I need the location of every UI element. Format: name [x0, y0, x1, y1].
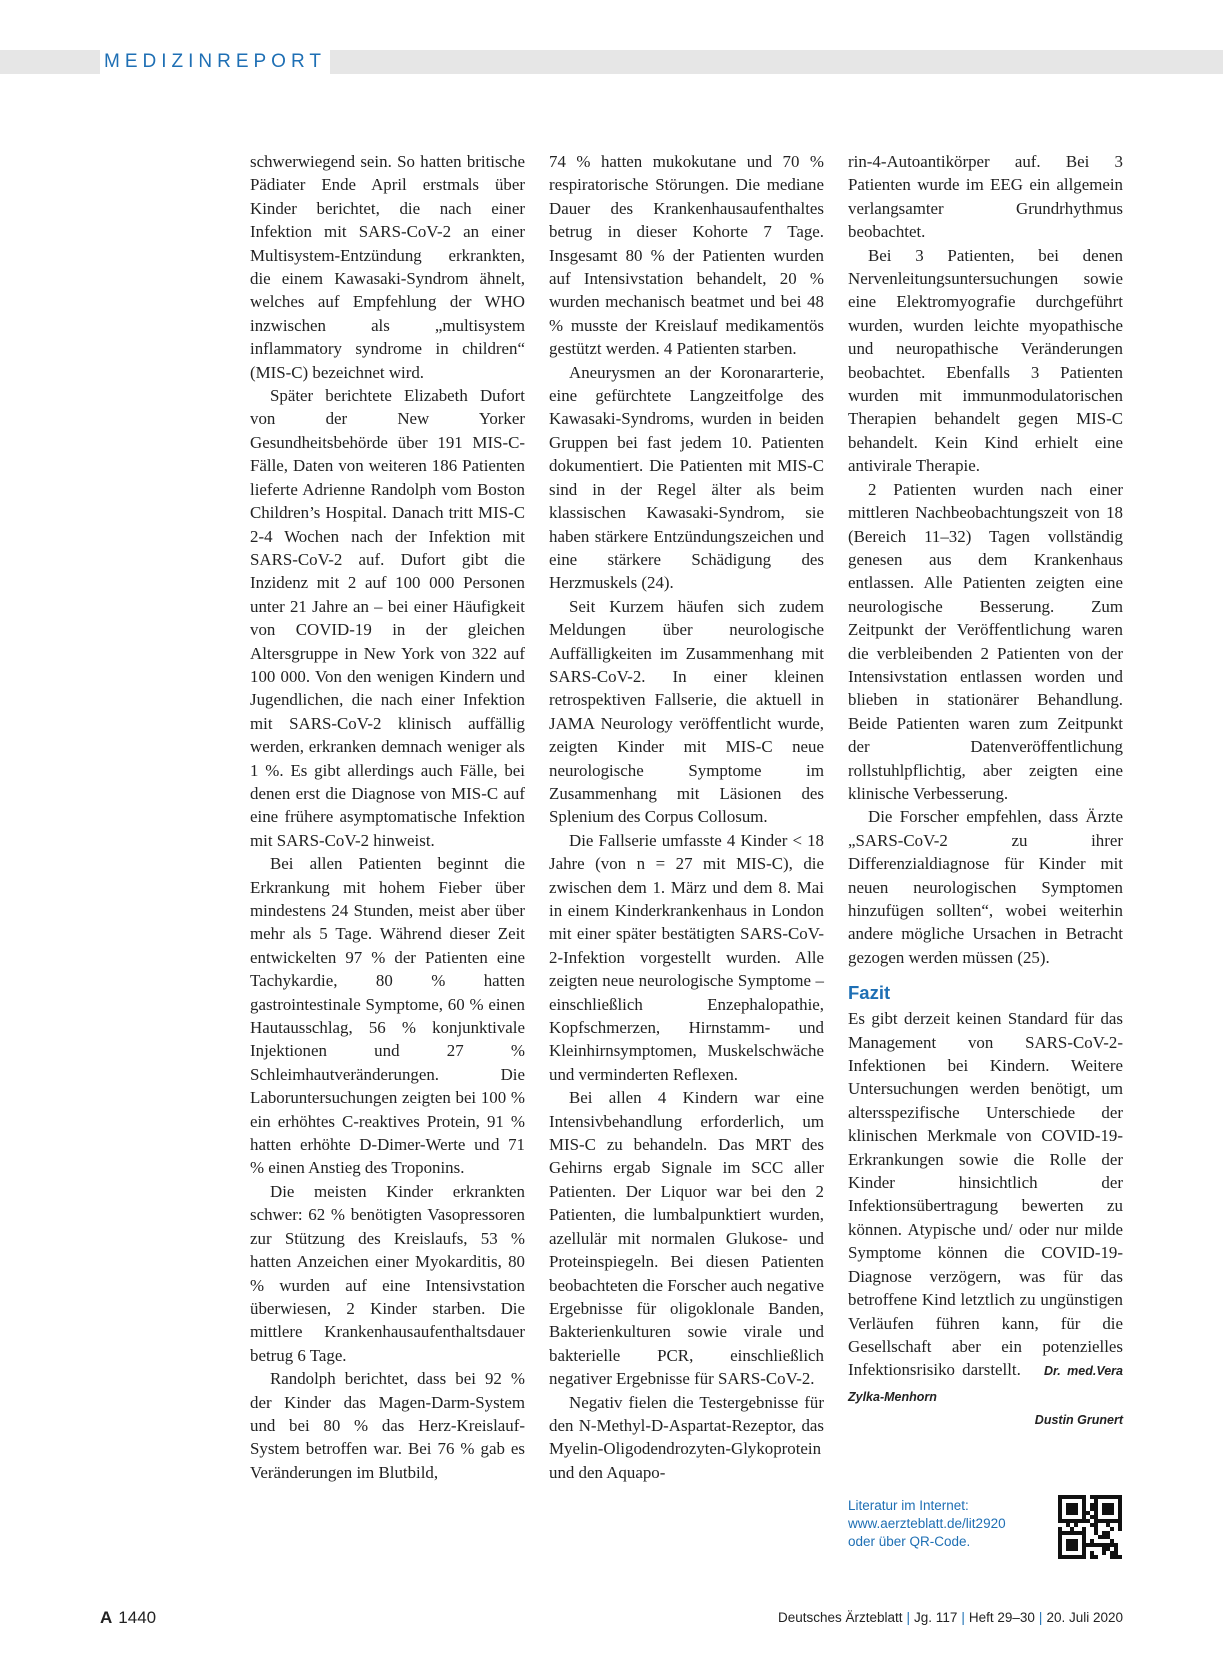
literature-label: Literatur im Internet: — [848, 1498, 969, 1513]
paragraph: schwerwiegend sein. So hatten britische Pädiater Ende April erstmals über Kinder berichtet, die nach einer Infektion mit SARS-CoV-2 an einer Multisystem-Entzündung erkrankten, die einem Kawasaki-Syndrom ähnelt, welches auf Empfehlung der WHO inzwischen als „multisystem inflammatory syndrome in children“ (MIS-C) bezeichnet wird. — [250, 152, 525, 382]
paragraph: Seit Kurzem häufen sich zudem Meldungen über neurologische Auffälligkeiten im Zusammenhang mit SARS-CoV-2. In einer kleinen retrospektiven Fallserie, die aktuell in JAMA Neurology veröffentlicht wurde, zeigten Kinder mit MIS-C neue neurologische Symptome im Zusammenhang mit Läsionen des Splenium des Corpus Collosum. — [549, 596, 824, 827]
text-column-1 — [250, 150, 525, 1484]
paragraph — [848, 1007, 1123, 1432]
paragraph: Bei allen 4 Kindern war eine Intensivbehandlung erforderlich, um MIS-C zu behandeln. Das MRT des Gehirns ergab Signale im SCC aller Patienten. Der Liquor war bei den 2 Patienten, die lumbalpunktiert wurden, azellulär mit normalen Glukose- und Proteinspiegeln. Bei diesen Patienten beobachteten die Forscher auch negative Ergebnisse für oligoklonale Banden, Bakterienkulturen sowie virale und bakterielle PCR, einschließlich negativer Ergebnisse für SARS-CoV-2. — [549, 1088, 824, 1389]
literature-note — [848, 1497, 1028, 1551]
page-prefix: A — [100, 1608, 113, 1627]
paragraph: Die Forscher empfehlen, dass Ärzte „SARS-CoV-2 zu ihrer Differenzialdiagnose für Kinder mit neuen neurologischen Symptomen hinzufügen sollten“, wobei weiterhin andere mögliche Ursachen in Betracht gezogen werden müssen (25). — [848, 807, 1123, 967]
qr-code-icon[interactable] — [1058, 1495, 1122, 1559]
paragraph: Die meisten Kinder erkrankten schwer: 62 % benötigten Vasopressoren zur Stützung des Kreislaufs, 53 % hatten Anzeichen einer Myokarditis, 80 % wurden auf eine Intensivstation überwiesen, 2 Kinder starben. Die mittlere Krankenhausaufenthaltsdauer betrug 6 Tage. — [250, 1181, 525, 1365]
paragraph: 2 Patienten wurden nach einer mittleren Nachbeobachtungszeit von 18 (Bereich 11–32) Tagen vollständig genesen aus dem Krankenhaus entlassen. Alle Patienten zeigten eine neurologische Besserung. Zum Zeitpunkt der Veröffentlichung waren die verbleibenden 2 Patienten von der Intensivstation entlassen worden und blieben in stationärer Behandlung. Beide Patienten waren zum Zeitpunkt der Datenveröffentlichung rollstuhlpflichtig, aber zeigten eine klinische Verbesserung. — [848, 479, 1123, 803]
paragraph: Bei allen Patienten beginnt die Erkrankung mit hohem Fieber über mindestens 24 Stunden, meist aber über mehr als 5 Tage. Während dieser Zeit entwickelten 97 % der Patienten eine Tachykardie, 80 % hatten gastrointestinale Symptome, 60 % einen Hautausschlag, 56 % konjunktivale Injektionen und 27 % Schleimhautveränderungen. Die Laboruntersuchungen zeigten bei 100 % ein erhöhtes C-reaktives Protein, 91 % hatten erhöhte D-Dimer-Werte und 71 % einen Anstieg des Troponins. — [250, 854, 525, 1178]
text-column-3 — [848, 150, 1123, 1433]
text-column-2 — [549, 150, 824, 1484]
paragraph: Bei 3 Patienten, bei denen Nervenleitungsuntersuchungen sowie eine Elektromyografie durchgeführt wurden, wurden leichte myopathische und neuropathische Veränderungen beobachtet. Ebenfalls 3 Patienten wurden mit immunmodulatorischen Therapien behandelt gegen MIS-C behandelt. Kein Kind erhielt eine antivirale Therapie. — [848, 245, 1123, 476]
literature-qr-hint: oder über QR-Code. — [848, 1534, 971, 1549]
section-heading: Fazit — [848, 982, 891, 1004]
paragraph: 74 % hatten mukokutane und 70 % respiratorische Störungen. Die mediane Dauer des Krankenhausaufenthaltes betrug in dieser Kohorte 7 Tage. Insgesamt 80 % der Patienten wurden auf Intensivstation behandelt, 20 % wurden mechanisch beatmet und bei 48 % musste der Kreislauf medikamentös gestützt werden. 4 Patienten starben. — [549, 152, 824, 359]
paragraph: Randolph berichtet, dass bei 92 % der Kinder das Magen-Darm-System und bei 80 % das Herz-Kreislauf-System betroffen war. Bei 76 % gab es Veränderungen im Blutbild, — [250, 1369, 525, 1482]
author-name: Dr. med.Vera Zylka-Menhorn — [848, 1364, 1123, 1404]
section-label: MEDIZINREPORT — [100, 50, 330, 74]
paragraph: Die Fallserie umfasste 4 Kinder < 18 Jahre (von n = 27 mit MIS-C), die zwischen dem 1. März und dem 8. Mai in einem Kinderkrankenhaus in London mit einer später bestätigten SARS-CoV-2-Infektion vorgestellt wurden. Alle zeigten neue neurologische Symptome – einschließlich Enzephalopathie, Kopfschmerzen, Hirnstamm- und Kleinhirnsymptomen, Muskelschwäche und verminderten Reflexen. — [549, 830, 824, 1084]
paragraph: Aneurysmen an der Koronararterie, eine gefürchtete Langzeitfolge des Kawasaki-Syndroms, wurden in beiden Gruppen bei fast jedem 10. Patienten dokumentiert. Die Patienten mit MIS-C sind in der Regel älter als beim klassischen Kawasaki-Syndrom, sie haben stärkere Entzündungszeichen und eine stärkere Schädigung des Herzmuskels (24). — [549, 362, 824, 593]
journal-date: 20. Juli 2020 — [1046, 1610, 1123, 1625]
page-number-value: 1440 — [118, 1608, 157, 1627]
page-number — [100, 1608, 156, 1628]
separator: | — [906, 1610, 911, 1625]
paragraph: Später berichtete Elizabeth Dufort von der New Yorker Gesundheitsbehörde über 191 MIS-C-Fälle, Daten von weiteren 186 Patienten lieferte Adrienne Randolph vom Boston Children’s Hospital. Danach tritt MIS-C 2-4 Wochen nach der Infektion mit SARS-CoV-2 auf. Dufort gibt die Inzidenz mit 2 auf 100 000 Personen unter 21 Jahre an – bei einer Häufigkeit von COVID-19 in der gleichen Altersgruppe in New York von 322 auf 100 000. Von den wenigen Kindern und Jugendlichen, die nach einer Infektion mit SARS-CoV-2 klinisch auffällig werden, erkranken demnach weniger als 1 %. Es gibt allerdings auch Fälle, bei denen erst die Diagnose von MIS-C auf eine frühere asymptomatische Infektion mit SARS-CoV-2 hinweist. — [250, 386, 525, 850]
journal-info — [778, 1610, 1123, 1625]
journal-issue: Heft 29–30 — [968, 1610, 1035, 1625]
conclusion-text: Es gibt derzeit keinen Standard für das Management von SARS-CoV-2-Infektionen bei Kindern. Weitere Untersuchungen werden benötigt, um altersspezifische Unterschiede der klinischen Merkmale von COVID-19-Erkrankungen sowie die Rolle der Kinder hinsichtlich der Infektionsübertragung bewerten zu können. Atypische und/ oder nur milde Symptome können die COVID-19-Diagnose verzögern, was für das betroffene Kind letztlich zu ungünstigen Verläufen führen kann, für die Gesellschaft aber ein potenzielles Infektionsrisiko darstellt. — [848, 1009, 1123, 1380]
paragraph: rin-4-Autoantikörper auf. Bei 3 Patienten wurde im EEG ein allgemein verlangsamter Grundrhythmus beobachtet. — [848, 152, 1123, 242]
literature-link[interactable]: www.aerzteblatt.de/lit2920 — [848, 1516, 1006, 1531]
paragraph: Negativ fielen die Testergebnisse für den N-Methyl-D-Aspartat-Rezeptor, das Myelin-Oligodendrozyten-Glykoprotein und den Aquapo- — [549, 1392, 824, 1482]
separator: | — [1038, 1610, 1043, 1625]
journal-volume: Jg. 117 — [914, 1610, 958, 1625]
separator: | — [961, 1610, 965, 1625]
journal-name: Deutsches Ärzteblatt — [777, 1610, 903, 1625]
author-name: Dustin Grunert — [1034, 1413, 1123, 1428]
